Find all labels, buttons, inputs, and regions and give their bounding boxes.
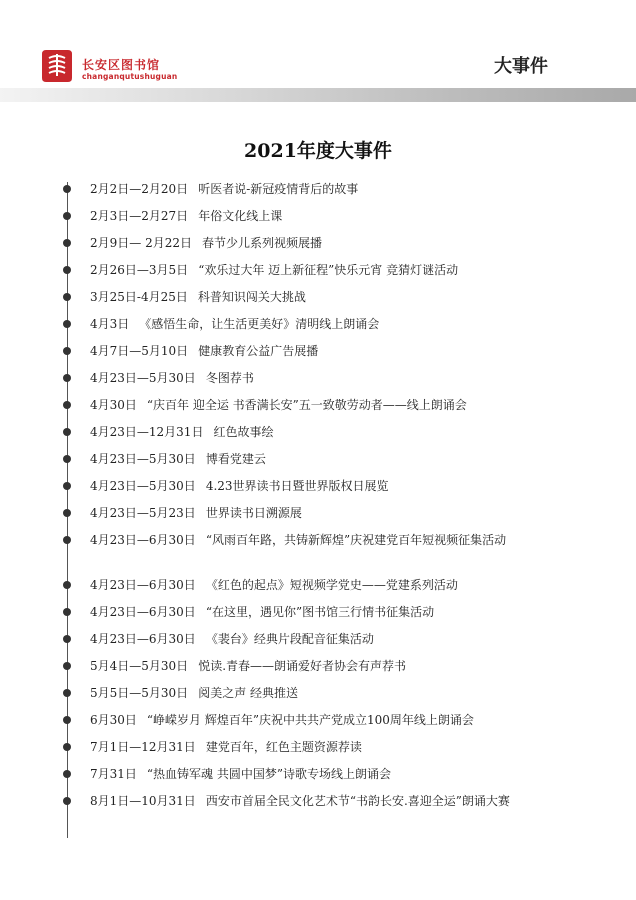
event-item <box>90 257 550 283</box>
event-item <box>90 500 550 526</box>
event-date: 7月31日 <box>90 767 137 781</box>
library-logo-icon <box>40 48 74 84</box>
page-title: 2021年度大事件 <box>244 140 392 162</box>
timeline-dot <box>63 374 71 382</box>
timeline-dot <box>63 212 71 220</box>
event-title: 世界读书日溯源展 <box>205 506 302 520</box>
event-item <box>90 527 550 553</box>
timeline-dot <box>63 662 71 670</box>
event-title: 4.23世界读书日暨世界版权日展览 <box>205 479 389 493</box>
timeline-dot <box>63 347 71 355</box>
event-item <box>90 419 550 445</box>
event-title: 西安市首届全民文化艺术节“书韵长安.喜迎全运”朗诵大赛 <box>205 794 510 808</box>
timeline-dot <box>63 401 71 409</box>
section-title: 大事件 <box>494 56 548 77</box>
timeline-dot <box>63 185 71 193</box>
event-date: 2月3日—2月27日 <box>90 209 189 223</box>
timeline-dot <box>63 509 71 517</box>
event-date: 2月9日— 2月22日 <box>90 236 192 250</box>
event-date: 4月23日—6月30日 <box>90 605 196 619</box>
timeline-dot <box>63 482 71 490</box>
timeline-dot <box>63 293 71 301</box>
event-item <box>90 230 550 256</box>
timeline-dot <box>63 581 71 589</box>
event-item <box>90 284 550 310</box>
event-title: 春节少儿系列视频展播 <box>202 236 323 250</box>
timeline-dot <box>63 428 71 436</box>
timeline-dot <box>63 743 71 751</box>
timeline-dot <box>63 716 71 724</box>
event-title: “热血铸军魂 共圆中国梦”诗歌专场线上朗诵会 <box>146 767 391 781</box>
timeline-dot <box>63 239 71 247</box>
event-item <box>90 626 550 652</box>
timeline-dot <box>63 320 71 328</box>
event-item <box>90 572 550 598</box>
event-item <box>90 707 550 733</box>
event-date: 4月3日 <box>90 317 130 331</box>
event-item <box>90 473 550 499</box>
event-date: 5月4日—5月30日 <box>90 659 189 673</box>
event-date: 8月1日—10月31日 <box>90 794 196 808</box>
event-date: 2月26日—3月5日 <box>90 263 189 277</box>
event-date: 4月23日—12月31日 <box>90 425 204 439</box>
page-header <box>0 0 636 100</box>
event-date: 4月7日—5月10日 <box>90 344 189 358</box>
timeline-dot <box>63 635 71 643</box>
event-item <box>90 203 550 229</box>
event-date: 4月23日—6月30日 <box>90 632 196 646</box>
event-date: 4月23日—5月23日 <box>90 506 196 520</box>
event-title: 《感悟生命，让生活更美好》清明线上朗诵会 <box>139 317 380 331</box>
event-item <box>90 446 550 472</box>
logo-pinyin: changanqutushuguan <box>82 72 178 81</box>
event-title: “在这里，遇见你”图书馆三行情书征集活动 <box>205 605 435 619</box>
event-item <box>90 338 550 364</box>
event-title: 红色故事绘 <box>213 425 274 439</box>
timeline-dot <box>63 689 71 697</box>
timeline-dot <box>63 455 71 463</box>
event-item <box>90 176 550 202</box>
event-item <box>90 653 550 679</box>
event-title: 年俗文化线上课 <box>198 209 283 223</box>
event-title: “庆百年 迎全运 书香满长安”五一致敬劳动者——线上朗诵会 <box>146 398 467 412</box>
event-title: 建党百年，红色主题资源荐读 <box>205 740 362 754</box>
event-date: 4月23日—6月30日 <box>90 578 196 592</box>
event-date: 2月2日—2月20日 <box>90 182 189 196</box>
event-title: “峥嵘岁月 辉煌百年”庆祝中共共产党成立100周年线上朗诵会 <box>146 713 474 727</box>
event-title: 博看党建云 <box>205 452 266 466</box>
event-item <box>90 788 550 814</box>
timeline-dot <box>63 266 71 274</box>
event-title: 悦读.青春——朗诵爱好者协会有声荐书 <box>198 659 407 673</box>
event-date: 4月30日 <box>90 398 137 412</box>
event-date: 4月23日—5月30日 <box>90 452 196 466</box>
event-date: 4月23日—5月30日 <box>90 371 196 385</box>
event-item <box>90 734 550 760</box>
event-date: 4月23日—5月30日 <box>90 479 196 493</box>
logo-name: 长安区图书馆 <box>82 58 161 72</box>
event-title: 《裴台》经典片段配音征集活动 <box>205 632 374 646</box>
event-date: 5月5日—5月30日 <box>90 686 189 700</box>
event-date: 6月30日 <box>90 713 137 727</box>
event-title: 阅美之声 经典推送 <box>198 686 299 700</box>
event-title: 《红色的起点》短视频学党史——党建系列活动 <box>205 578 458 592</box>
event-title: 科普知识闯关大挑战 <box>197 290 306 304</box>
event-item <box>90 392 550 418</box>
timeline-dot <box>63 797 71 805</box>
event-title: 冬图荐书 <box>205 371 254 385</box>
event-date: 4月23日—6月30日 <box>90 533 196 547</box>
event-item <box>90 311 550 337</box>
event-item <box>90 761 550 787</box>
event-title: “欢乐过大年 迈上新征程”快乐元宵 竞猜灯谜活动 <box>198 263 459 277</box>
timeline-dot <box>63 770 71 778</box>
event-title: 听医者说-新冠疫情背后的故事 <box>198 182 359 196</box>
event-item <box>90 599 550 625</box>
header-band <box>0 88 636 102</box>
event-title: 健康教育公益广告展播 <box>198 344 319 358</box>
event-item <box>90 365 550 391</box>
timeline-dot <box>63 608 71 616</box>
timeline-dot <box>63 536 71 544</box>
event-date: 7月1日—12月31日 <box>90 740 196 754</box>
event-title: “风雨百年路，共铸新辉煌”庆祝建党百年短视频征集活动 <box>205 533 507 547</box>
event-item <box>90 680 550 706</box>
event-date: 3月25日-4月25日 <box>90 290 188 304</box>
